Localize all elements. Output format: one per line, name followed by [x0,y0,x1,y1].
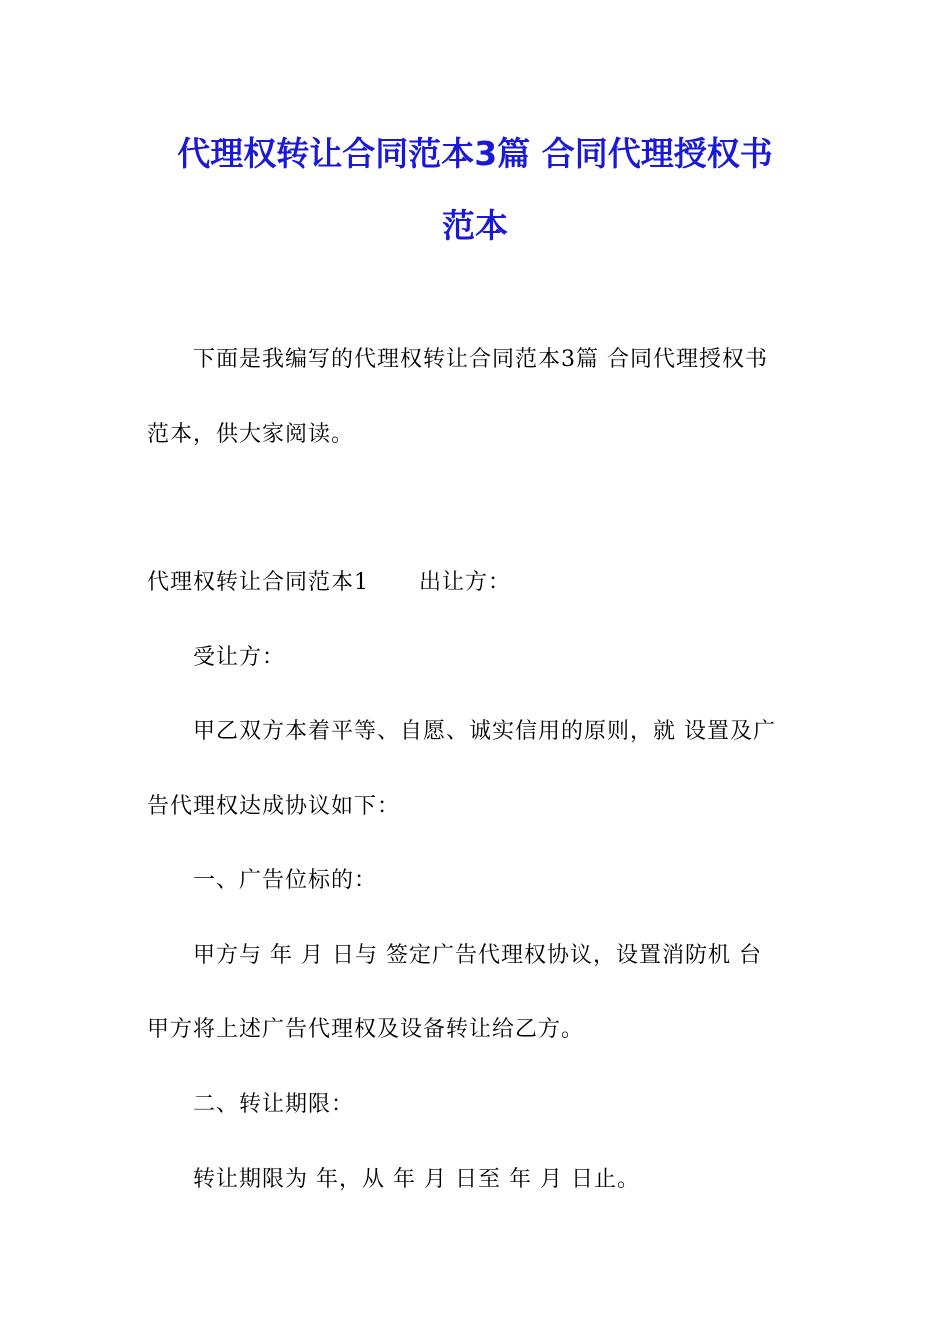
item2-heading: 二、转让期限： [193,1092,355,1117]
document-title-line2: 范本 [442,206,508,245]
document-title-line1: 代理权转让合同范本3篇 合同代理授权书 [177,134,773,173]
item1-heading: 一、广告位标的： [193,868,378,893]
item2-line1: 转让期限为 年，从 年 月 日至 年 月 日止。 [193,1167,640,1192]
item1-line1: 甲方与 年 月 日与 签定广告代理权协议，设置消防机 台 [193,943,762,968]
item1-line2: 甲方将上述广告代理权及设备转让给乙方。 [147,1017,585,1042]
intro-line1: 下面是我编写的代理权转让合同范本3篇 合同代理授权书 [193,347,768,372]
intro-line2: 范本，供大家阅读。 [147,422,355,447]
transferee-line: 受让方： [193,645,286,670]
para1-line1: 甲乙双方本着平等、自愿、诚实信用的原则，就 设置及广 [193,719,776,744]
section1-heading-row [147,568,511,598]
section1-transferor: 出让方： [419,570,512,595]
para1-line2: 告代理权达成协议如下： [147,794,401,819]
section1-heading: 代理权转让合同范本1 [147,570,369,595]
